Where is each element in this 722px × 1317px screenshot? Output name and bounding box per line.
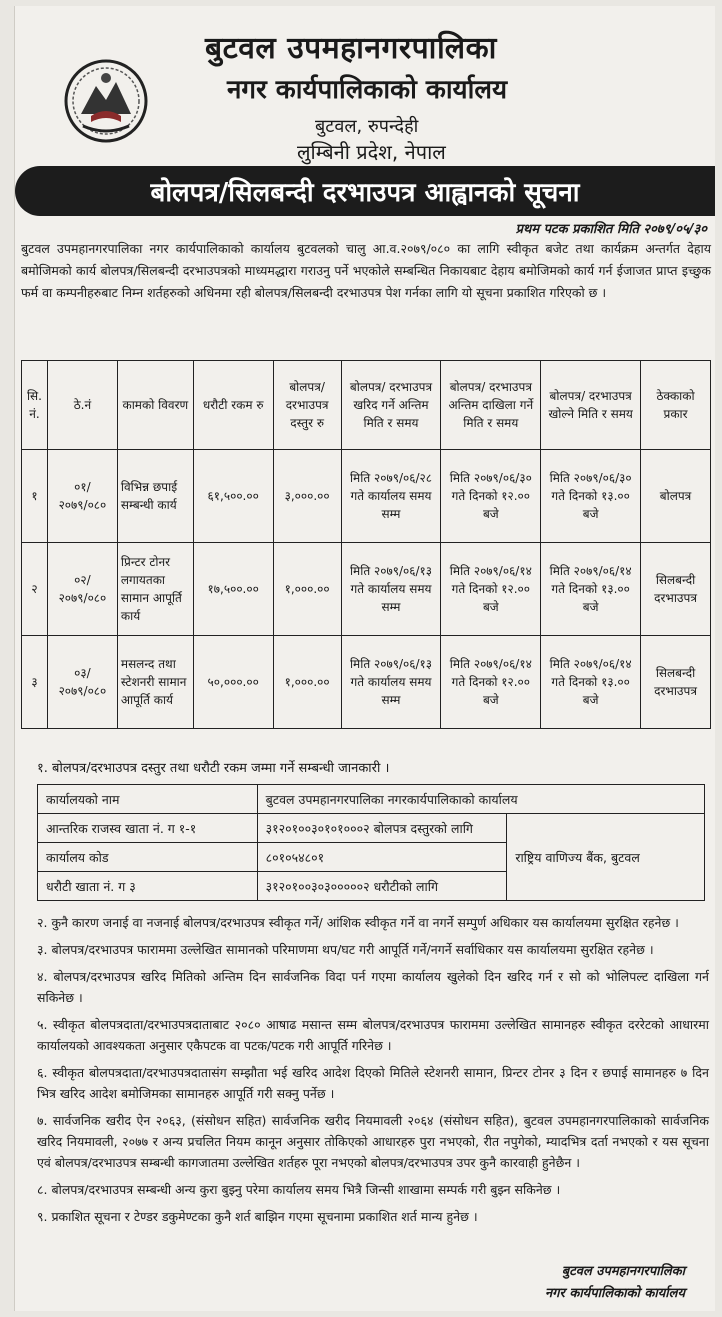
term-item: ५. स्वीकृत बोलपत्रदाता/दरभाउपत्रदाताबाट २०८० आषाढ मसान्त सम्म बोलपत्र/दरभाउपत्र फाराममा उल्लेखित सामानहरु स्वीकृत दररेटको आधारमा कार्यालयको आवश्यकता अनुसार एकैपटक वा पटक/पटक गरी आपूर्ति गरिनेछ । bbox=[37, 1017, 709, 1053]
office-code-label: कार्यालय कोड bbox=[38, 843, 258, 872]
signature-line-1: बुटवल उपमहानगरपालिका bbox=[561, 1264, 685, 1279]
term-item: ३. बोलपत्र/दरभाउपत्र फाराममा उल्लेखित सामानको परिमाणमा थप/घट गरी आपूर्ति गर्ने/नगर्ने सर्वाधिकार यस कार्यालयमा सुरक्षित रहनेछ । bbox=[37, 942, 654, 957]
table-row bbox=[22, 450, 711, 543]
cell-description: मसलन्द तथा स्टेशनरी सामान आपूर्ति कार्य bbox=[117, 636, 193, 729]
signature-block bbox=[545, 1261, 685, 1305]
col-header-submit-date: बोलपत्र/ दरभाउपत्र अन्तिम दाखिला गर्ने मिति र समय bbox=[441, 361, 541, 450]
col-header-open-date: बोलपत्र/ दरभाउपत्र खोल्ने मिति र समय bbox=[541, 361, 641, 450]
col-header-contract: ठे.नं bbox=[47, 361, 117, 450]
term-item: ९. प्रकाशित सूचना र टेण्डर डकुमेण्टका कुनै शर्त बाझिन गएमा सूचनामा प्रकाशित शर्त मान्य हुनेछ । bbox=[37, 1209, 478, 1224]
col-header-contract-type: ठेक्काको प्रकार bbox=[641, 361, 711, 450]
cell-buy-date: मिति २०७९/०६/२८ गते कार्यालय समय सम्म bbox=[341, 450, 441, 543]
cell-buy-date: मिति २०७९/०६/१३ गते कार्यालय समय सम्म bbox=[341, 636, 441, 729]
published-date: प्रथम पटक प्रकाशित मिति २०७९/०५/३० bbox=[515, 222, 707, 237]
cell-buy-date: मिति २०७९/०६/१३ गते कार्यालय समय सम्म bbox=[341, 543, 441, 636]
office-label: कार्यालयको नाम bbox=[38, 785, 258, 814]
cell-fee: ३,०००.०० bbox=[273, 450, 341, 543]
cell-contract: ०३/ २०७९/०८० bbox=[47, 636, 117, 729]
office-value: बुटवल उपमहानगरपालिका नगरकार्यपालिकाको कार्यालय bbox=[257, 785, 704, 814]
tender-table bbox=[21, 360, 711, 729]
term-item: ७. सार्वजनिक खरीद ऐन २०६३, (संसोधन सहित) सार्वजनिक खरीद नियमावली २०६४ (संसोधन सहित), बुटवल उपमहानगरपालिकाको सार्वजनिक खरिद नियमावली, २०७७ र अन्य प्रचलित नियम कानून अनुसार तोकिएको आधारहरु पुरा नभएको, रीत नपुगेको, म्यादभित्र दर्ता नभएको र यस सूचना एवं बोलपत्र/दरभाउपत्र सम्बन्धी कागजातमा उल्लेखित शर्तहरु पूरा नभएको बोलपत्र/दरभाउपत्र उपर कुनै कारवाही हुनेछैन । bbox=[37, 1113, 709, 1170]
cell-fee: १,०००.०० bbox=[273, 543, 341, 636]
bank-info-table bbox=[37, 784, 705, 901]
bank-name: राष्ट्रिय वाणिज्य बैंक, बुटवल bbox=[507, 814, 705, 901]
cell-description: प्रिन्टर टोनर लगायतका सामान आपूर्ति कार्य bbox=[117, 543, 193, 636]
cell-open-date: मिति २०७९/०६/१४ गते दिनको १३.०० बजे bbox=[541, 636, 641, 729]
municipality-name: बुटवल उपमहानगरपालिका bbox=[205, 31, 497, 66]
newspaper-notice bbox=[14, 6, 715, 1311]
term-item: २. कुनै कारण जनाई वा नजनाई बोलपत्र/दरभाउपत्र स्वीकृत गर्ने/ आंशिक स्वीकृत गर्ने वा नगर्ने सम्पुर्ण अधिकार यस कार्यालयमा सुरक्षित रहनेछ । bbox=[37, 915, 679, 930]
term-item: ६. स्वीकृत बोलपत्रदाता/दरभाउपत्रदातासंग सम्झौता भई खरिद आदेश दिएको मितिले स्टेशनरी सामान, प्रिन्टर टोनर ३ दिन र छपाई सामानहरु ७ दिन भित्र खरिद आदेश बमोजिमका सामानहरु आपूर्ति गरी सक्नु पर्नेछ । bbox=[37, 1065, 709, 1101]
cell-open-date: मिति २०७९/०६/३० गते दिनको १३.०० बजे bbox=[541, 450, 641, 543]
note-deposit-info: १. बोलपत्र/दरभाउपत्र दस्तुर तथा धरौटी रकम जम्मा गर्ने सम्बन्धी जानकारी । bbox=[37, 761, 390, 776]
revenue-account-label: आन्तरिक राजस्व खाता नं. ग १-१ bbox=[38, 814, 258, 843]
info-row bbox=[38, 814, 705, 843]
province-name: लुम्बिनी प्रदेश, नेपाल bbox=[297, 140, 446, 164]
office-name: नगर कार्यपालिकाको कार्यालय bbox=[227, 75, 508, 105]
cell-deposit: ६१,५००.०० bbox=[193, 450, 273, 543]
col-header-sn: सि. नं. bbox=[22, 361, 48, 450]
cell-contract-type: बोलपत्र bbox=[641, 450, 711, 543]
cell-contract-type: सिलबन्दी दरभाउपत्र bbox=[641, 636, 711, 729]
col-header-fee: बोलपत्र/ दरभाउपत्र दस्तुर रु bbox=[273, 361, 341, 450]
term-item: ८. बोलपत्र/दरभाउपत्र सम्बन्धी अन्य कुरा बुझ्नु परेमा कार्यालय समय भित्रै जिन्सी शाखामा सम्पर्क गरी बुझ्न सकिनेछ । bbox=[37, 1182, 561, 1197]
deposit-account-value: ३१२०१००३०३०००००२ धरौटीको लागि bbox=[257, 872, 507, 901]
office-code-value: ८०१०५४८०१ bbox=[257, 843, 507, 872]
table-row bbox=[22, 543, 711, 636]
nepal-emblem-icon bbox=[61, 56, 151, 146]
cell-deposit: १७,५००.०० bbox=[193, 543, 273, 636]
revenue-account-value: ३१२०१००३०१०१०००२ बोलपत्र दस्तुरको लागि bbox=[257, 814, 507, 843]
signature-line-2: नगर कार्यपालिकाको कार्यालय bbox=[544, 1286, 685, 1301]
office-location: बुटवल, रुपन्देही bbox=[315, 116, 419, 137]
col-header-buy-date: बोलपत्र/ दरभाउपत्र खरिद गर्ने अन्तिम मिति र समय bbox=[341, 361, 441, 450]
cell-sn: १ bbox=[22, 450, 48, 543]
term-item: ४. बोलपत्र/दरभाउपत्र खरिद मितिको अन्तिम दिन सार्वजनिक विदा पर्न गएमा कार्यालय खुलेको दिन खरिद गर्न र सो को भोलिपल्ट दाखिला गर्न सकिनेछ । bbox=[37, 969, 709, 1005]
cell-contract-type: सिलबन्दी दरभाउपत्र bbox=[641, 543, 711, 636]
header bbox=[15, 14, 715, 164]
cell-deposit: ५०,०००.०० bbox=[193, 636, 273, 729]
cell-fee: १,०००.०० bbox=[273, 636, 341, 729]
table-row bbox=[22, 636, 711, 729]
table-header-row bbox=[22, 361, 711, 450]
cell-contract: ०१/ २०७९/०८० bbox=[47, 450, 117, 543]
deposit-account-label: धरौटी खाता नं. ग ३ bbox=[38, 872, 258, 901]
cell-sn: ३ bbox=[22, 636, 48, 729]
col-header-deposit: धरौटी रकम रु bbox=[193, 361, 273, 450]
notice-title: बोलपत्र/सिलबन्दी दरभाउपत्र आह्वानको सूचना bbox=[150, 178, 580, 208]
notice-title-banner bbox=[15, 166, 715, 216]
cell-open-date: मिति २०७९/०६/१४ गते दिनको १३.०० बजे bbox=[541, 543, 641, 636]
cell-submit-date: मिति २०७९/०६/१४ गते दिनको १२.०० बजे bbox=[441, 543, 541, 636]
cell-contract: ०२/ २०७९/०८० bbox=[47, 543, 117, 636]
cell-description: विभिन्न छपाई सम्बन्धी कार्य bbox=[117, 450, 193, 543]
cell-submit-date: मिति २०७९/०६/१४ गते दिनको १२.०० बजे bbox=[441, 636, 541, 729]
info-row bbox=[38, 785, 705, 814]
terms-list bbox=[37, 912, 709, 1233]
col-header-description: कामको विवरण bbox=[117, 361, 193, 450]
cell-sn: २ bbox=[22, 543, 48, 636]
cell-submit-date: मिति २०७९/०६/३० गते दिनको १२.०० बजे bbox=[441, 450, 541, 543]
intro-paragraph: बुटवल उपमहानगरपालिका नगर कार्यपालिकाको कार्यालय बुटवलको चालु आ.व.२०७९/०८० का लागि स्वीकृत बजेट तथा कार्यक्रम अन्तर्गत देहाय बमोजिमको कार्य बोलपत्र/सिलबन्दी दरभाउपत्रको माध्यमद्धारा गराउनु पर्ने भएकोले सम्बन्धित निकायबाट देहाय बमोजिमको कार्य गर्न ईजाजत प्राप्त इच्छुक फर्म वा कम्पनीहरुबाट निम्न शर्तहरुको अधिनमा रही बोलपत्र/सिलबन्दी दरभाउपत्र पेश गर्नका लागि यो सूचना प्रकाशित गरिएको छ । bbox=[21, 241, 711, 300]
